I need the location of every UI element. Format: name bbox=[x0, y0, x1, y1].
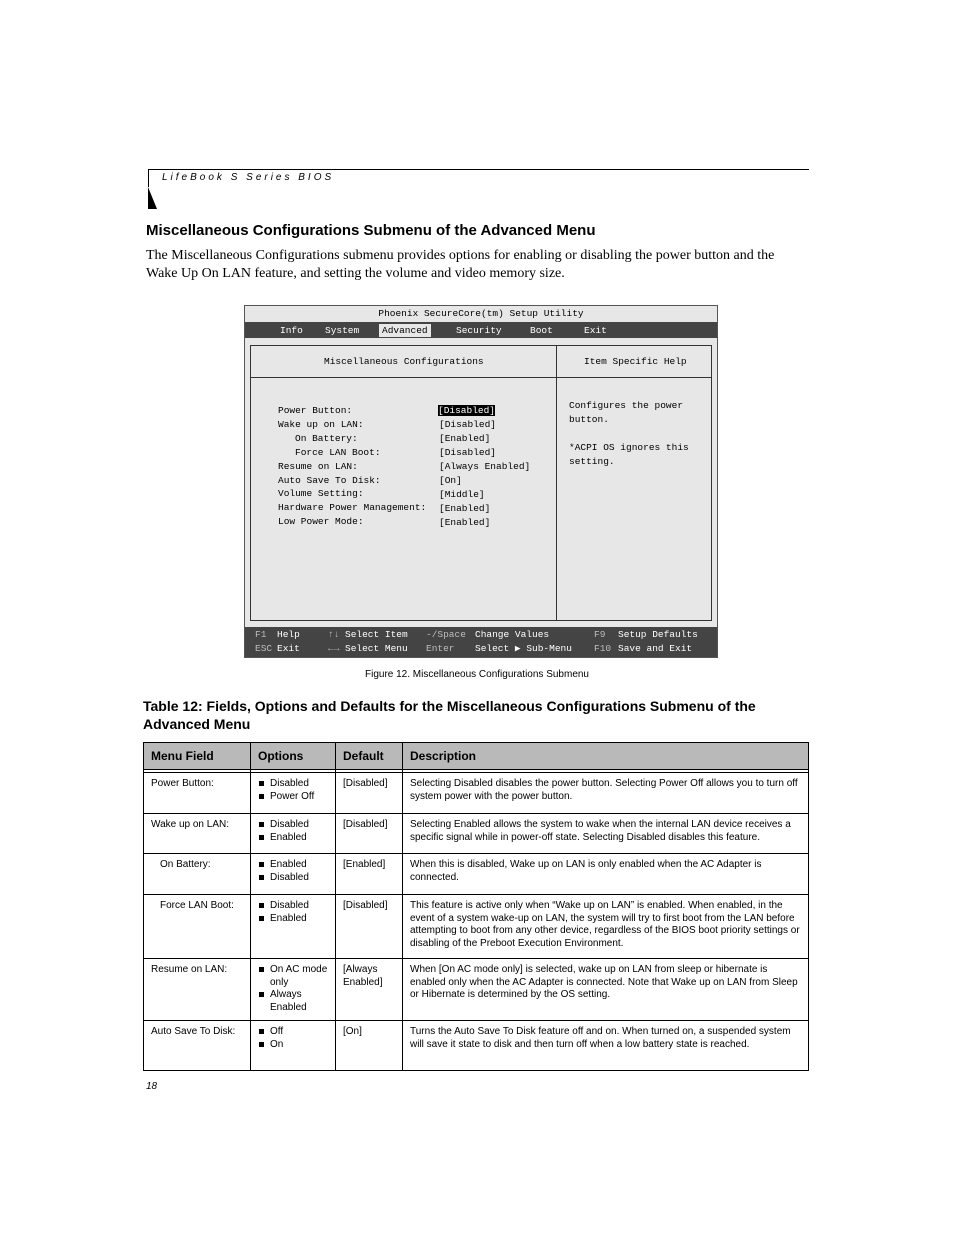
default-cell: [Enabled] bbox=[336, 854, 403, 895]
bios-key-label: Select Item bbox=[345, 629, 408, 640]
options-cell bbox=[251, 959, 336, 1021]
bios-menu-boot[interactable]: Boot bbox=[530, 325, 553, 336]
bios-field-label: On Battery: bbox=[295, 433, 358, 444]
options-cell bbox=[251, 854, 336, 895]
bios-key-label: Save and Exit bbox=[618, 643, 693, 654]
table-row bbox=[144, 814, 809, 854]
description-cell: Selecting Enabled allows the system to wake when the internal LAN device receives a specific signal while in power-off state. Selecting Disabled disables this feature. bbox=[403, 814, 809, 854]
option-item: On bbox=[258, 1039, 328, 1052]
bios-key-label: Select ▶ Sub-Menu bbox=[475, 643, 572, 654]
bios-field-value[interactable]: [Disabled] bbox=[439, 447, 497, 458]
bios-help-text: Configures the power button. *ACPI OS ignores this setting. bbox=[569, 400, 689, 467]
table-row bbox=[144, 1021, 809, 1071]
option-item: Off bbox=[258, 1026, 328, 1039]
bios-key-f9: F9 bbox=[594, 629, 606, 640]
intro-paragraph: The Miscellaneous Configurations submenu provides options for enabling or disabling the power button and the Wake Up On LAN feature, and setting the volume and video memory size. bbox=[146, 248, 775, 281]
menu-field-cell: On Battery: bbox=[144, 854, 251, 895]
bios-key-f1: F1 bbox=[255, 629, 267, 640]
bios-menu-security[interactable]: Security bbox=[456, 325, 502, 336]
default-cell: [On] bbox=[336, 1021, 403, 1071]
bios-field-value[interactable]: [Enabled] bbox=[439, 503, 491, 514]
bios-field-value[interactable]: [Always Enabled] bbox=[439, 461, 531, 472]
bios-key-label: Change Values bbox=[475, 629, 550, 640]
description-cell: Selecting Disabled disables the power button. Selecting Power Off allows you to turn off system power with the power button. bbox=[403, 773, 809, 814]
section-title: Miscellaneous Configurations Submenu of the Advanced Menu bbox=[146, 222, 596, 239]
column-header: Description bbox=[403, 743, 809, 770]
bios-key-label: Exit bbox=[277, 643, 300, 654]
default-cell: [Disabled] bbox=[336, 814, 403, 854]
option-item: Disabled bbox=[258, 819, 328, 832]
option-item: Enabled bbox=[258, 859, 328, 872]
bios-field-value[interactable]: [Enabled] bbox=[439, 433, 491, 444]
column-header: Menu Field bbox=[144, 743, 251, 770]
bios-field-value[interactable]: [Enabled] bbox=[439, 517, 491, 528]
bios-key-enter: Enter bbox=[426, 643, 455, 654]
description-cell: When [On AC mode only] is selected, wake up on LAN from sleep or hibernate is enabled only when the AC Adapter is connected. Note that Wake up on LAN from Sleep or Hibernate is determined by the OS setting. bbox=[403, 959, 809, 1021]
table-row bbox=[144, 895, 809, 959]
description-cell: This feature is active only when “Wake up on LAN” is enabled. When enabled, in the event of a system wake-up on LAN, the system will try to first boot from the LAN before attempting to boot from any other device, regardless of the BIOS boot priority settings or disabling of the Preboot Execution Environment. bbox=[403, 895, 809, 959]
bios-key-label: Help bbox=[277, 629, 300, 640]
option-item: Always Enabled bbox=[258, 989, 328, 1014]
menu-field-cell: Force LAN Boot: bbox=[144, 895, 251, 959]
bios-footer bbox=[245, 627, 717, 657]
options-cell bbox=[251, 1021, 336, 1071]
options-cell bbox=[251, 773, 336, 814]
header-marker bbox=[148, 187, 157, 209]
option-item: Disabled bbox=[258, 900, 328, 913]
header-rule bbox=[148, 169, 809, 170]
bios-field-label: Hardware Power Management: bbox=[278, 502, 427, 513]
options-cell bbox=[251, 895, 336, 959]
bios-panel-rule bbox=[251, 377, 711, 378]
table-row bbox=[144, 773, 809, 814]
bios-panel bbox=[250, 345, 712, 621]
menu-field-cell: Wake up on LAN: bbox=[144, 814, 251, 854]
option-item: Enabled bbox=[258, 913, 328, 926]
bios-key-label: Setup Defaults bbox=[618, 629, 698, 640]
bios-key-label: Select Menu bbox=[345, 643, 408, 654]
bios-menu-system[interactable]: System bbox=[325, 325, 360, 336]
figure-caption: Figure 12. Miscellaneous Configurations Submenu bbox=[364, 669, 589, 680]
default-cell: [Disabled] bbox=[336, 773, 403, 814]
bios-panel-title: Miscellaneous Configurations bbox=[324, 356, 484, 367]
menu-field-cell: Auto Save To Disk: bbox=[144, 1021, 251, 1071]
description-cell: When this is disabled, Wake up on LAN is only enabled when the AC Adapter is connected. bbox=[403, 854, 809, 895]
table-row bbox=[144, 854, 809, 895]
description-cell: Turns the Auto Save To Disk feature off and on. When turned on, a suspended system will save it state to disk and then turn off when a low battery state is reached. bbox=[403, 1021, 809, 1071]
bios-key-leftright: ←→ bbox=[328, 643, 340, 654]
bios-field-label: Low Power Mode: bbox=[278, 516, 364, 527]
bios-field-value[interactable]: [Disabled] bbox=[438, 405, 496, 416]
bios-key-f10: F10 bbox=[594, 643, 612, 654]
bios-field-value[interactable]: [Disabled] bbox=[439, 419, 497, 430]
bios-menu-info[interactable]: Info bbox=[280, 325, 303, 336]
bios-key-updown: ↑↓ bbox=[328, 629, 340, 640]
bios-menu-exit[interactable]: Exit bbox=[584, 325, 607, 336]
menu-field-cell: Power Button: bbox=[144, 773, 251, 814]
running-header: LifeBook S Series BIOS bbox=[162, 172, 335, 183]
bios-field-label: Wake up on LAN: bbox=[278, 419, 364, 430]
bios-screenshot bbox=[244, 305, 718, 658]
header-rule-vertical bbox=[148, 169, 149, 187]
bios-help-title: Item Specific Help bbox=[584, 356, 687, 367]
option-item: Disabled bbox=[258, 778, 328, 791]
bios-menu-advanced[interactable]: Advanced bbox=[379, 324, 431, 337]
option-item: Power Off bbox=[258, 791, 328, 804]
column-header: Default bbox=[336, 743, 403, 770]
option-item: Disabled bbox=[258, 872, 328, 885]
option-item: Enabled bbox=[258, 832, 328, 845]
bios-field-label: Force LAN Boot: bbox=[295, 447, 381, 458]
bios-key-esc: ESC bbox=[255, 643, 273, 654]
bios-panel-divider bbox=[556, 346, 557, 620]
bios-field-label: Resume on LAN: bbox=[278, 461, 358, 472]
bios-field-value[interactable]: [Middle] bbox=[439, 489, 485, 500]
column-header: Options bbox=[251, 743, 336, 770]
options-cell bbox=[251, 814, 336, 854]
bios-field-value[interactable]: [On] bbox=[439, 475, 462, 486]
bios-field-label: Auto Save To Disk: bbox=[278, 475, 381, 486]
bios-key-space: -/Space bbox=[426, 629, 466, 640]
bios-title: Phoenix SecureCore(tm) Setup Utility bbox=[245, 306, 717, 321]
table-row bbox=[144, 959, 809, 1021]
default-cell: [Always Enabled] bbox=[336, 959, 403, 1021]
table-header-row bbox=[144, 743, 809, 770]
default-cell: [Disabled] bbox=[336, 895, 403, 959]
page-number: 18 bbox=[146, 1081, 158, 1092]
bios-menubar bbox=[245, 322, 717, 338]
bios-field-label: Power Button: bbox=[278, 405, 353, 416]
menu-field-cell: Resume on LAN: bbox=[144, 959, 251, 1021]
table-title: Table 12: Fields, Options and Defaults for the Miscellaneous Configurations Submenu of the Advanced Menu bbox=[143, 698, 756, 732]
fields-table bbox=[143, 742, 809, 1071]
bios-field-label: Volume Setting: bbox=[278, 488, 364, 499]
option-item: On AC mode only bbox=[258, 964, 328, 989]
